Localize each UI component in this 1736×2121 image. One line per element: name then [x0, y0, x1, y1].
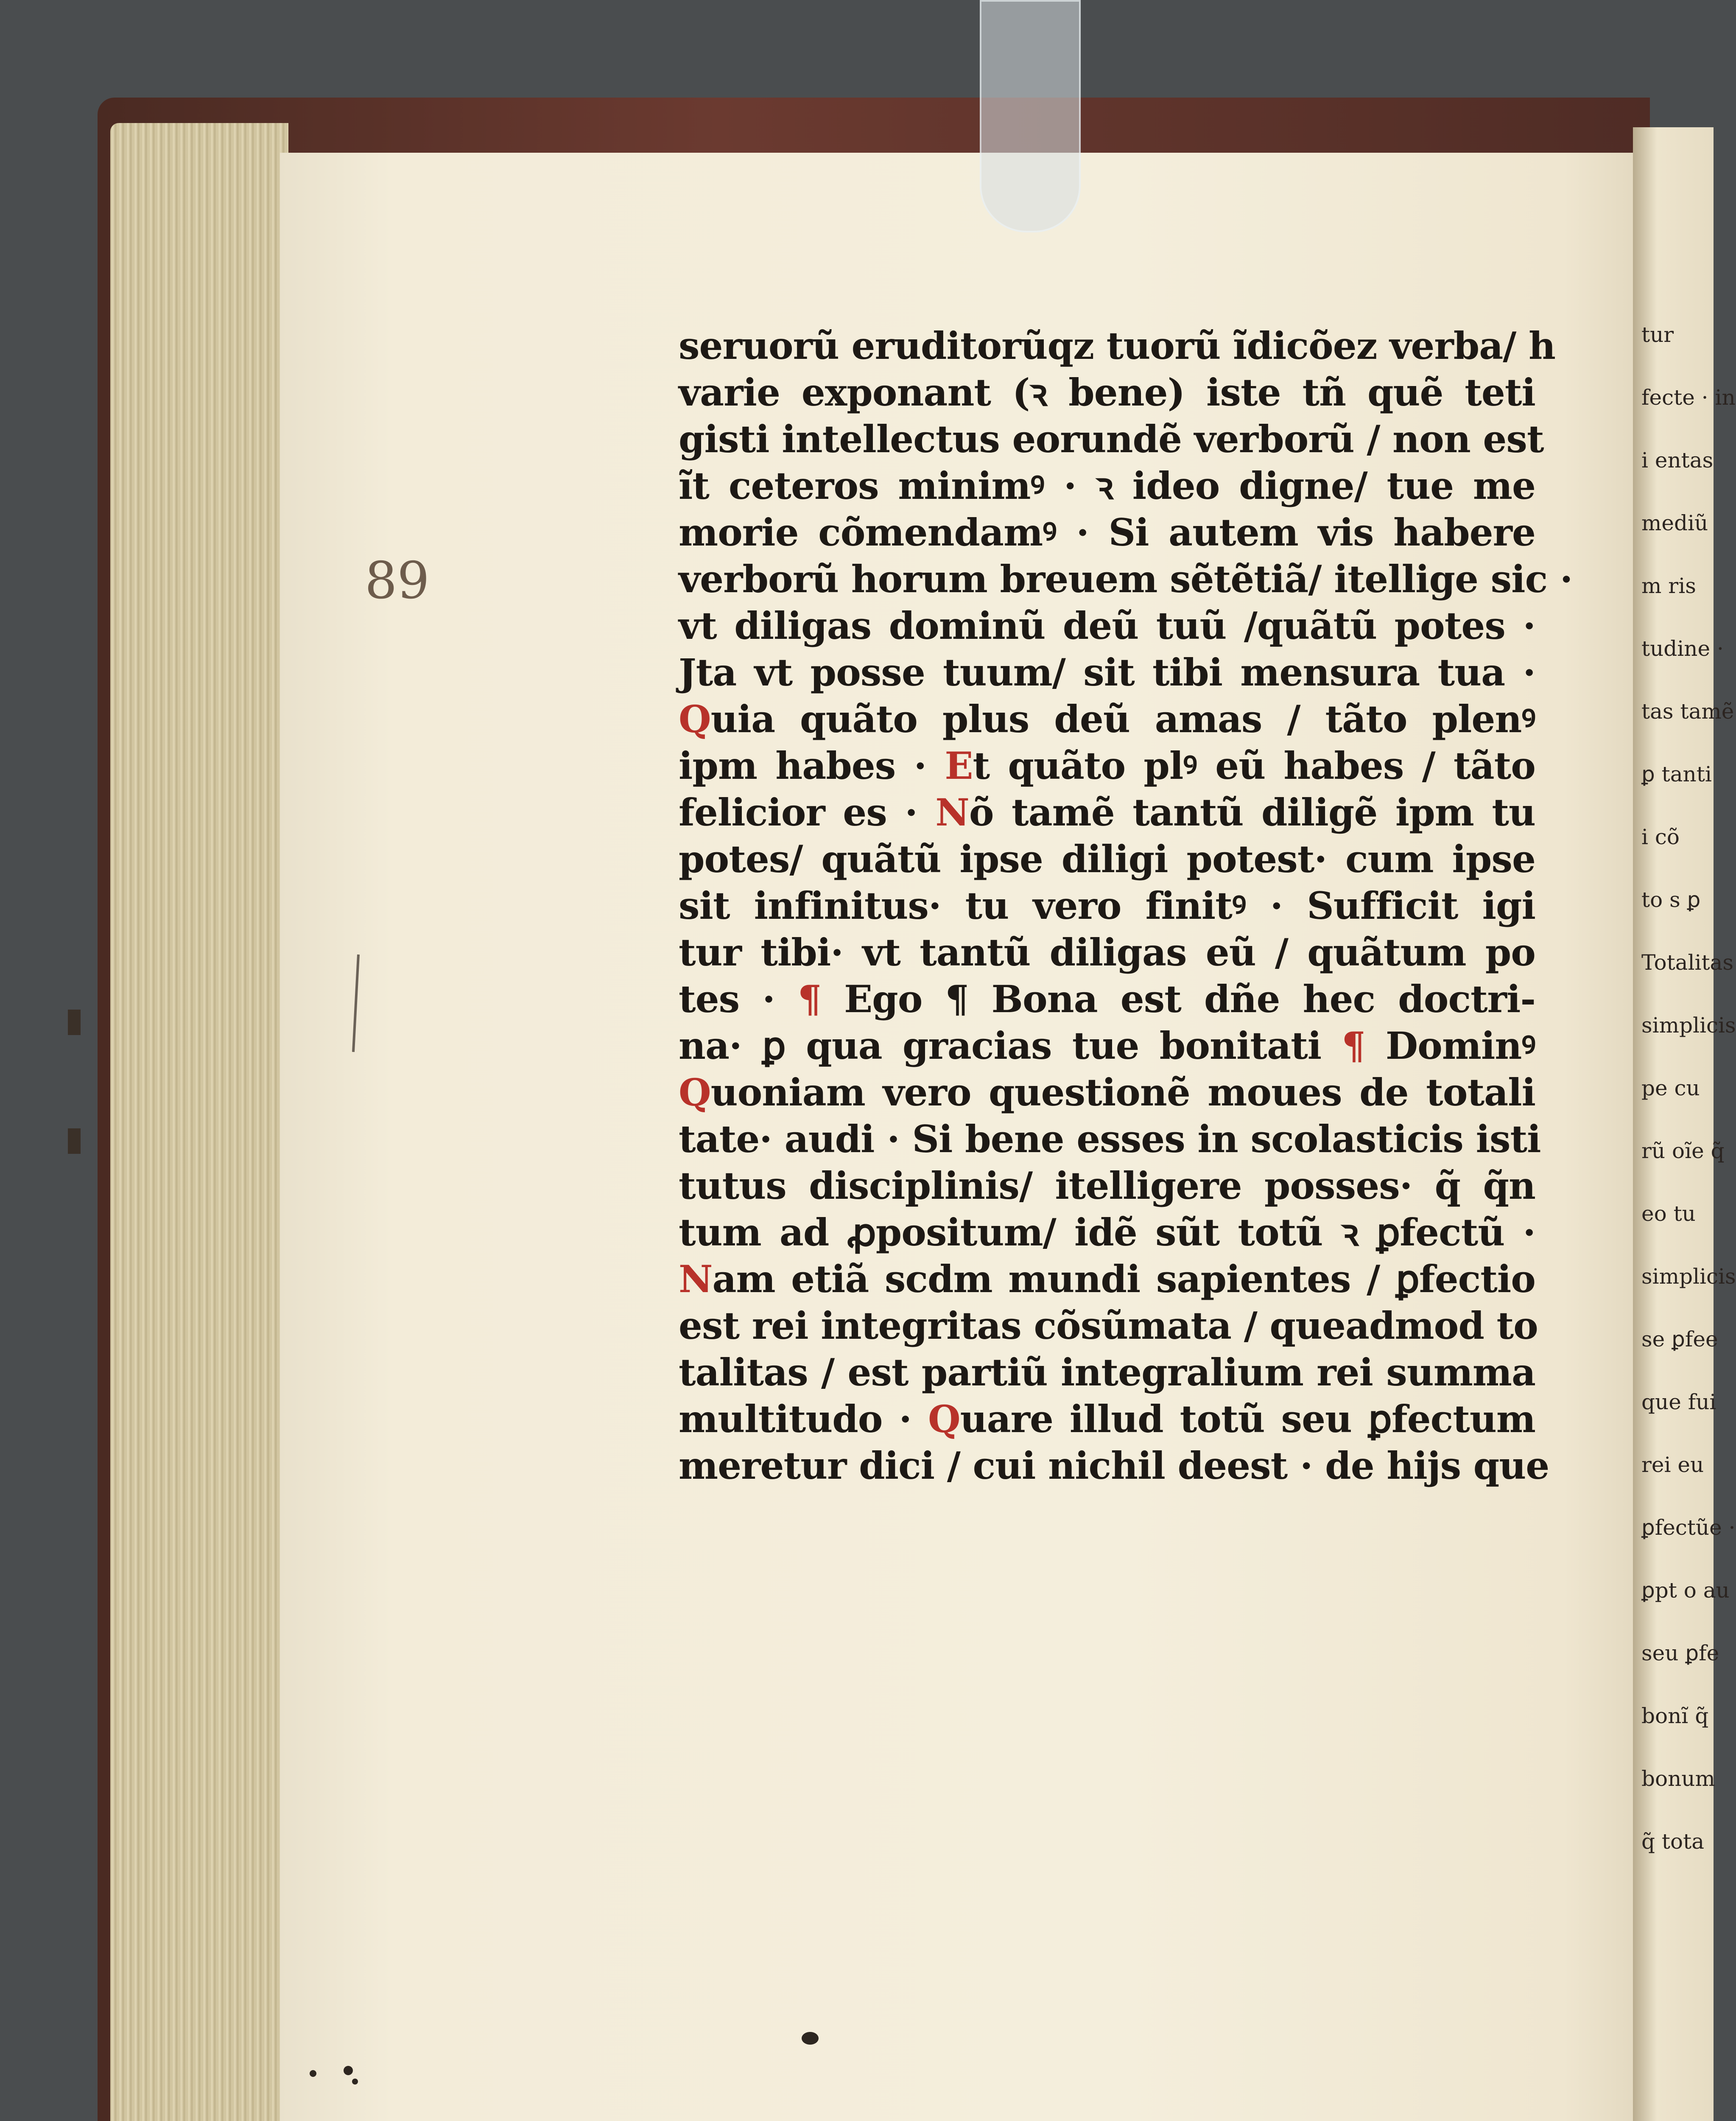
text-line: tutus disciplinis/ itelligere posses· q̃ q̃n	[679, 1164, 1535, 1208]
next-page-line: tudine ·	[1641, 636, 1724, 661]
main-text-block	[679, 322, 1573, 1489]
next-page-edge	[1633, 127, 1736, 2121]
ink-spot	[802, 2032, 819, 2045]
next-page-line: ꝑ tanti	[1641, 762, 1712, 786]
next-page-line: bonum	[1641, 1766, 1715, 1791]
ink-dot	[344, 2066, 353, 2075]
clasp-upper	[68, 1010, 81, 1035]
text-line: sit infinitus· tu vero finitꝰ · Sufficit igi	[679, 884, 1535, 928]
rubricated-initial: Q	[679, 1070, 711, 1114]
next-page-line: seu ꝑfe	[1641, 1641, 1719, 1665]
text-line: seruorũ eruditorũqz tuorũ ĩdicõez verba/ h	[679, 324, 1556, 368]
text-line: talitas / est partiũ integralium rei summa	[679, 1350, 1535, 1394]
next-page-line: m ris	[1641, 574, 1696, 598]
text-line: morie cõmendamꝰ · Si autem vis habere	[679, 510, 1535, 554]
text-line: est rei integritas cõsũmata / queadmod to	[679, 1304, 1538, 1348]
text-line: ĩt ceteros minimꝰ · ꝛ ideo digne/ tue me	[679, 464, 1535, 508]
margin-note: 89	[365, 551, 430, 610]
next-page-line: bonĩ q̃	[1641, 1704, 1709, 1728]
ink-dot	[310, 2070, 316, 2077]
clasp-lower	[68, 1128, 81, 1154]
page-edges	[110, 123, 288, 2121]
next-page-line: se ꝑfee	[1641, 1327, 1718, 1352]
text-line: verborũ horum breuem sẽtẽtiã/ itellige sic ·	[679, 557, 1573, 601]
text-line: meretur dici / cui nichil deest · de hijs que	[679, 1444, 1549, 1488]
next-page-line: eo tu	[1641, 1201, 1696, 1226]
text-line: Quia quãto plus deũ amas / tãto plenꝰ	[679, 697, 1535, 741]
text-line: gisti intellectus eorundẽ verborũ / non est	[679, 417, 1544, 461]
text-line: varie exponant (ꝛ bene) iste tñ quẽ teti	[679, 370, 1535, 414]
next-page-line: tas tamẽ	[1641, 699, 1734, 724]
text-line: Nam etiã scdm mundi sapientes / ꝑfectio	[679, 1257, 1535, 1301]
next-page-line: Totalitas	[1641, 950, 1734, 975]
rubricated-initial: ¶	[798, 977, 821, 1021]
next-page-line: fecte · in	[1641, 385, 1736, 410]
rubricated-initial: Q	[928, 1397, 960, 1441]
next-page-line: tur	[1641, 322, 1674, 347]
ink-dot	[352, 2079, 358, 2085]
rubricated-initial: N	[679, 1257, 713, 1301]
next-page-line: que fui	[1641, 1390, 1716, 1414]
text-line: tum ad ꝓpositum/ idẽ sũt totũ ꝛ ꝑfectũ ·	[679, 1210, 1535, 1254]
text-line: tur tibi· vt tantũ diligas eũ / quãtum po	[679, 930, 1535, 974]
next-page-line: simplicis	[1641, 1264, 1736, 1289]
text-line: potes/ quãtũ ipse diligi potest· cum ipse	[679, 837, 1535, 881]
text-line: ipm habes · Et quãto plꝰ eũ habes / tãto	[679, 744, 1536, 788]
text-line: felicior es · Nõ tamẽ tantũ diligẽ ipm tu	[679, 790, 1536, 834]
next-page-line: rei eu	[1641, 1452, 1704, 1477]
text-line: multitudo · Quare illud totũ seu ꝑfectum	[679, 1397, 1535, 1441]
rubricated-initial: Q	[679, 697, 711, 741]
text-line: vt diligas dominũ deũ tuũ /quãtũ potes ·	[679, 604, 1535, 648]
next-page-line: pe cu	[1641, 1076, 1700, 1100]
next-page-line: ꝑpt o au	[1641, 1578, 1730, 1603]
text-line: Quoniam vero questionẽ moues de totali	[679, 1070, 1535, 1114]
next-page-line: to s ꝑ	[1641, 887, 1701, 912]
next-page-line: mediũ	[1641, 511, 1708, 535]
text-line: na· ꝑ qua gracias tue bonitati ¶ Dominꝰ	[679, 1024, 1535, 1068]
next-page-line: rũ oĩe q̃	[1641, 1139, 1725, 1163]
next-page-line: simplicis	[1641, 1013, 1736, 1038]
next-page-line: i entas	[1641, 448, 1714, 473]
rubricated-initial: ¶	[1342, 1024, 1365, 1068]
next-page-line: ꝑfectũe ·	[1641, 1515, 1736, 1540]
next-page-line: q̃ tota	[1641, 1829, 1704, 1854]
text-line: Jta vt posse tuum/ sit tibi mensura tua ·	[679, 650, 1535, 694]
rubricated-initial: N	[935, 790, 969, 834]
page-clip-top	[980, 0, 1081, 232]
rubricated-initial: E	[945, 744, 973, 788]
next-page-line: i cõ	[1641, 825, 1680, 849]
text-line: tes · ¶ Ego ¶ Bona est dñe hec doctri-	[679, 977, 1535, 1021]
text-line: tate· audi · Si bene esses in scolasticis isti	[679, 1117, 1541, 1161]
